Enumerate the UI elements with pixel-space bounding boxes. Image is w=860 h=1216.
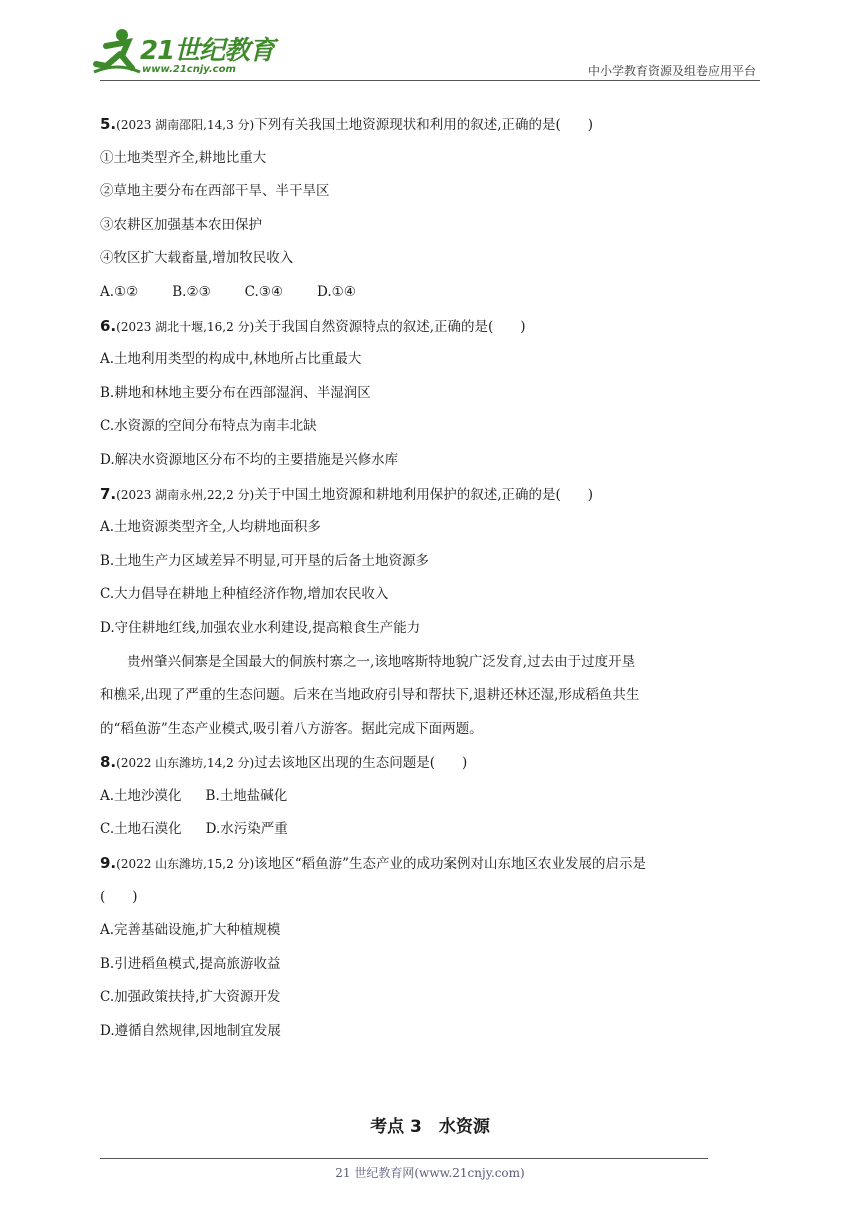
option-b: B.土地盐碱化 bbox=[205, 787, 288, 804]
question-7-stem: 7.(2023 湖南永州,22,2 分)关于中国土地资源和耕地利用保护的叙述,正确的是( ) bbox=[100, 484, 594, 503]
option-b: B.②③ bbox=[172, 283, 211, 300]
question-8-options-row-2 bbox=[100, 813, 760, 847]
option-d: D.遵循自然规律,因地制宜发展 bbox=[100, 1023, 281, 1040]
footer-divider bbox=[100, 1158, 708, 1159]
option-a: A.完善基础设施,扩大种植规模 bbox=[100, 922, 281, 939]
question-5-item: ③农耕区加强基本农田保护 bbox=[100, 216, 262, 233]
option-b: B.土地生产力区域差异不明显,可开垦的后备土地资源多 bbox=[100, 552, 430, 569]
logo-text: 21世纪教育 bbox=[140, 36, 275, 66]
question-8-options-row-1 bbox=[100, 780, 760, 814]
option-a: A.土地资源类型齐全,人均耕地面积多 bbox=[100, 519, 321, 536]
option-d: D.水污染严重 bbox=[205, 821, 288, 838]
passage-line: 的“稻鱼游”生态产业模式,吸引着八方游客。据此完成下面两题。 bbox=[100, 720, 483, 737]
question-5-options bbox=[100, 276, 760, 310]
option-a: A.①② bbox=[100, 283, 139, 300]
passage-line: 和樵采,出现了严重的生态问题。后来在当地政府引导和帮扶下,退耕还林还湿,形成稻鱼共生 bbox=[100, 687, 640, 704]
question-source: (2023 湖北十堰,16,2 分) bbox=[116, 319, 255, 334]
question-source: (2023 湖南邵阳,14,3 分) bbox=[116, 118, 255, 132]
option-d: D.①④ bbox=[317, 283, 356, 300]
question-8-stem: 8.(2022 山东潍坊,14,2 分)过去该地区出现的生态问题是( ) bbox=[100, 753, 468, 772]
option-d: D.解决水资源地区分布不均的主要措施是兴修水库 bbox=[100, 451, 399, 468]
question-5-item: ④牧区扩大载畜量,增加牧民收入 bbox=[100, 250, 294, 267]
passage-line: 贵州肇兴侗寨是全国最大的侗族村寨之一,该地喀斯特地貌广泛发育,过去由于过度开垦 bbox=[127, 653, 636, 670]
page-content bbox=[100, 108, 760, 1049]
option-c: C.土地石漠化 bbox=[100, 821, 182, 838]
option-d: D.守住耕地红线,加强农业水利建设,提高粮食生产能力 bbox=[100, 619, 421, 636]
option-a: A.土地利用类型的构成中,林地所占比重最大 bbox=[100, 351, 362, 368]
question-6-stem: 6.(2023 湖北十堰,16,2 分)关于我国自然资源特点的叙述,正确的是( ) bbox=[100, 316, 526, 335]
option-c: C.水资源的空间分布特点为南丰北缺 bbox=[100, 418, 317, 435]
option-c: C.大力倡导在耕地上种植经济作物,增加农民收入 bbox=[100, 586, 389, 603]
logo-url: www.21cnjy.com bbox=[142, 64, 236, 75]
question-9-stem: 9.(2022 山东潍坊,15,2 分)该地区“稻鱼游”生态产业的成功案例对山东地区农业发展的启示是 bbox=[100, 854, 647, 873]
option-a: A.土地沙漠化 bbox=[100, 787, 182, 804]
logo bbox=[92, 26, 275, 82]
option-b: B.引进稻鱼模式,提高旅游收益 bbox=[100, 955, 281, 972]
question-5-stem: 5.(2023 湖南邵阳,14,3 分)下列有关我国土地资源现状和利用的叙述,正确的是( ) bbox=[100, 115, 594, 133]
question-source: (2023 湖南永州,22,2 分) bbox=[116, 487, 255, 502]
option-c: C.③④ bbox=[244, 283, 284, 300]
question-5-item: ①土地类型齐全,耕地比重大 bbox=[100, 149, 267, 166]
page-footer: 21 世纪教育网(www.21cnjy.com) bbox=[335, 1166, 525, 1180]
question-source: (2022 山东潍坊,14,2 分) bbox=[116, 756, 255, 771]
page-header bbox=[0, 0, 860, 90]
question-source: (2022 山东潍坊,15,2 分) bbox=[116, 857, 255, 872]
header-divider bbox=[100, 80, 760, 81]
option-c: C.加强政策扶持,扩大资源开发 bbox=[100, 989, 281, 1006]
runner-logo-icon bbox=[92, 26, 142, 78]
question-9-bracket: ( ) bbox=[100, 888, 138, 905]
question-5-item: ②草地主要分布在西部干旱、半干旱区 bbox=[100, 183, 330, 200]
option-b: B.耕地和林地主要分布在西部湿润、半湿润区 bbox=[100, 384, 371, 401]
section-title: 考点 3 水资源 bbox=[370, 1117, 490, 1137]
platform-name: 中小学教育资源及组卷应用平台 bbox=[587, 64, 756, 78]
